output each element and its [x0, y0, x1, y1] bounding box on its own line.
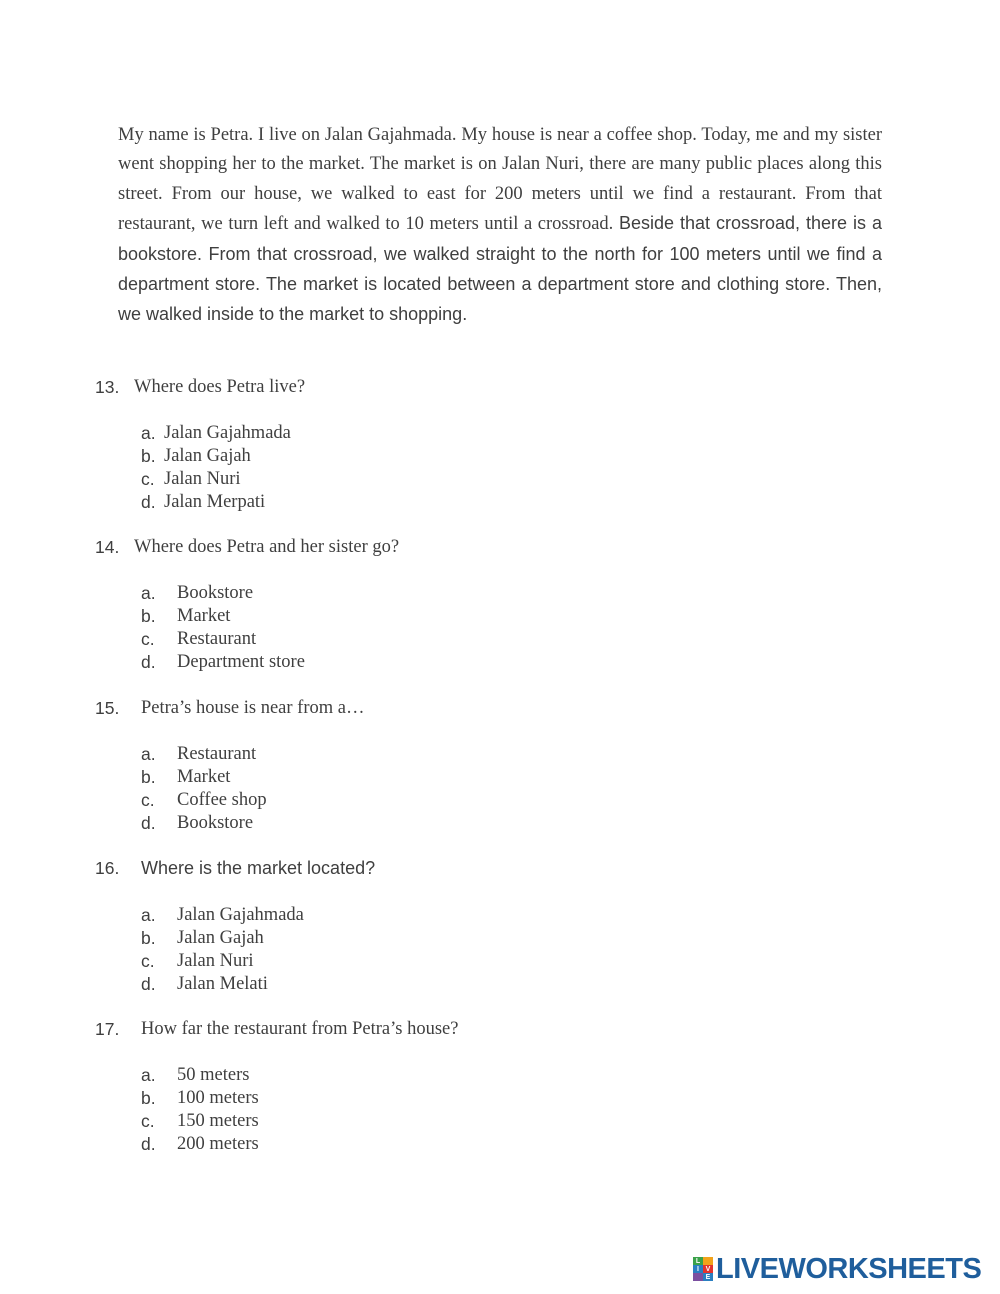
option-letter: b. [141, 606, 156, 626]
logo-badge-cell: E [703, 1273, 713, 1281]
option-text: Department store [177, 652, 305, 672]
option-text: Jalan Merpati [164, 492, 266, 512]
logo-badge-cell: L [693, 1257, 703, 1265]
option-text: Restaurant [177, 744, 257, 764]
logo-badge-cell: I [693, 1265, 703, 1273]
option-text: Jalan Nuri [177, 951, 254, 971]
option-letter: d. [141, 1134, 156, 1154]
question-number: 17. [95, 1019, 120, 1039]
option-text: Jalan Gajahmada [177, 905, 304, 925]
option-letter: b. [141, 446, 156, 466]
option-text: 150 meters [177, 1111, 259, 1131]
question-text: How far the restaurant from Petra’s house? [141, 1019, 459, 1039]
option-letter: b. [141, 1088, 156, 1108]
option-letter: a. [141, 744, 156, 764]
option-letter: b. [141, 767, 156, 787]
question-number: 15. [95, 698, 120, 718]
option-letter: a. [141, 423, 156, 443]
option-letter: a. [141, 583, 156, 603]
option-text: Market [177, 606, 231, 626]
logo-text: LIVEWORKSHEETS [716, 1252, 982, 1285]
question-text: Where does Petra and her sister go? [134, 537, 400, 557]
question-16 [95, 858, 376, 880]
question-15 [95, 698, 365, 720]
option-letter: a. [141, 1065, 156, 1085]
reading-passage [118, 121, 882, 331]
question-number: 13. [95, 377, 120, 397]
option-letter: d. [141, 974, 156, 994]
option-text: Bookstore [177, 583, 254, 603]
option-letter: a. [141, 905, 156, 925]
passage-sans-text: Beside that crossroad, there is a bookstore. From that crossroad, we walked straight to the north for 100 meters until we find a department store. The market is located between a department store and clothing store. Then, we walked inside to the market to shopping. [118, 213, 883, 325]
option-letter: c. [141, 951, 155, 971]
option-letter: c. [141, 469, 155, 489]
option-letter: d. [141, 813, 156, 833]
option-letter: d. [141, 652, 156, 672]
logo-badge-cell [703, 1257, 713, 1265]
logo-badge [693, 1257, 713, 1281]
logo-badge-cell [693, 1273, 703, 1281]
option-text: Bookstore [177, 813, 254, 833]
question-text: Where is the market located? [141, 858, 376, 878]
question-number: 14. [95, 537, 120, 557]
option-text: Jalan Gajah [164, 446, 251, 466]
question-13 [95, 377, 306, 399]
option-letter: c. [141, 629, 155, 649]
option-text: Restaurant [177, 629, 257, 649]
question-text: Where does Petra live? [134, 377, 306, 397]
question-17 [95, 1019, 459, 1041]
option-text: 50 meters [177, 1065, 250, 1085]
option-text: Jalan Gajahmada [164, 423, 291, 443]
liveworksheets-logo[interactable] [693, 1252, 981, 1286]
question-14 [95, 537, 400, 559]
option-text: Jalan Melati [177, 974, 268, 994]
question-number: 16. [95, 858, 120, 878]
logo-badge-cell: V [703, 1265, 713, 1273]
option-letter: c. [141, 790, 155, 810]
question-text: Petra’s house is near from a… [141, 698, 365, 718]
option-text: Coffee shop [177, 790, 267, 810]
option-letter: b. [141, 928, 156, 948]
option-text: Jalan Nuri [164, 469, 241, 489]
option-text: Jalan Gajah [177, 928, 264, 948]
option-letter: d. [141, 492, 156, 512]
passage-serif-text: My name is Petra. I live on Jalan Gajahmada. My house is near a coffee shop. Today, me and my sister went shopping her to the market. The market is on Jalan Nuri, there are many public places along this street. From our house, we walked to east for 200 meters until we find a restaurant. From that restaurant, we turn left and walked to 10 meters until a crossroad. [118, 125, 882, 235]
option-letter: c. [141, 1111, 155, 1131]
option-text: 100 meters [177, 1088, 259, 1108]
option-text: Market [177, 767, 231, 787]
option-text: 200 meters [177, 1134, 259, 1154]
